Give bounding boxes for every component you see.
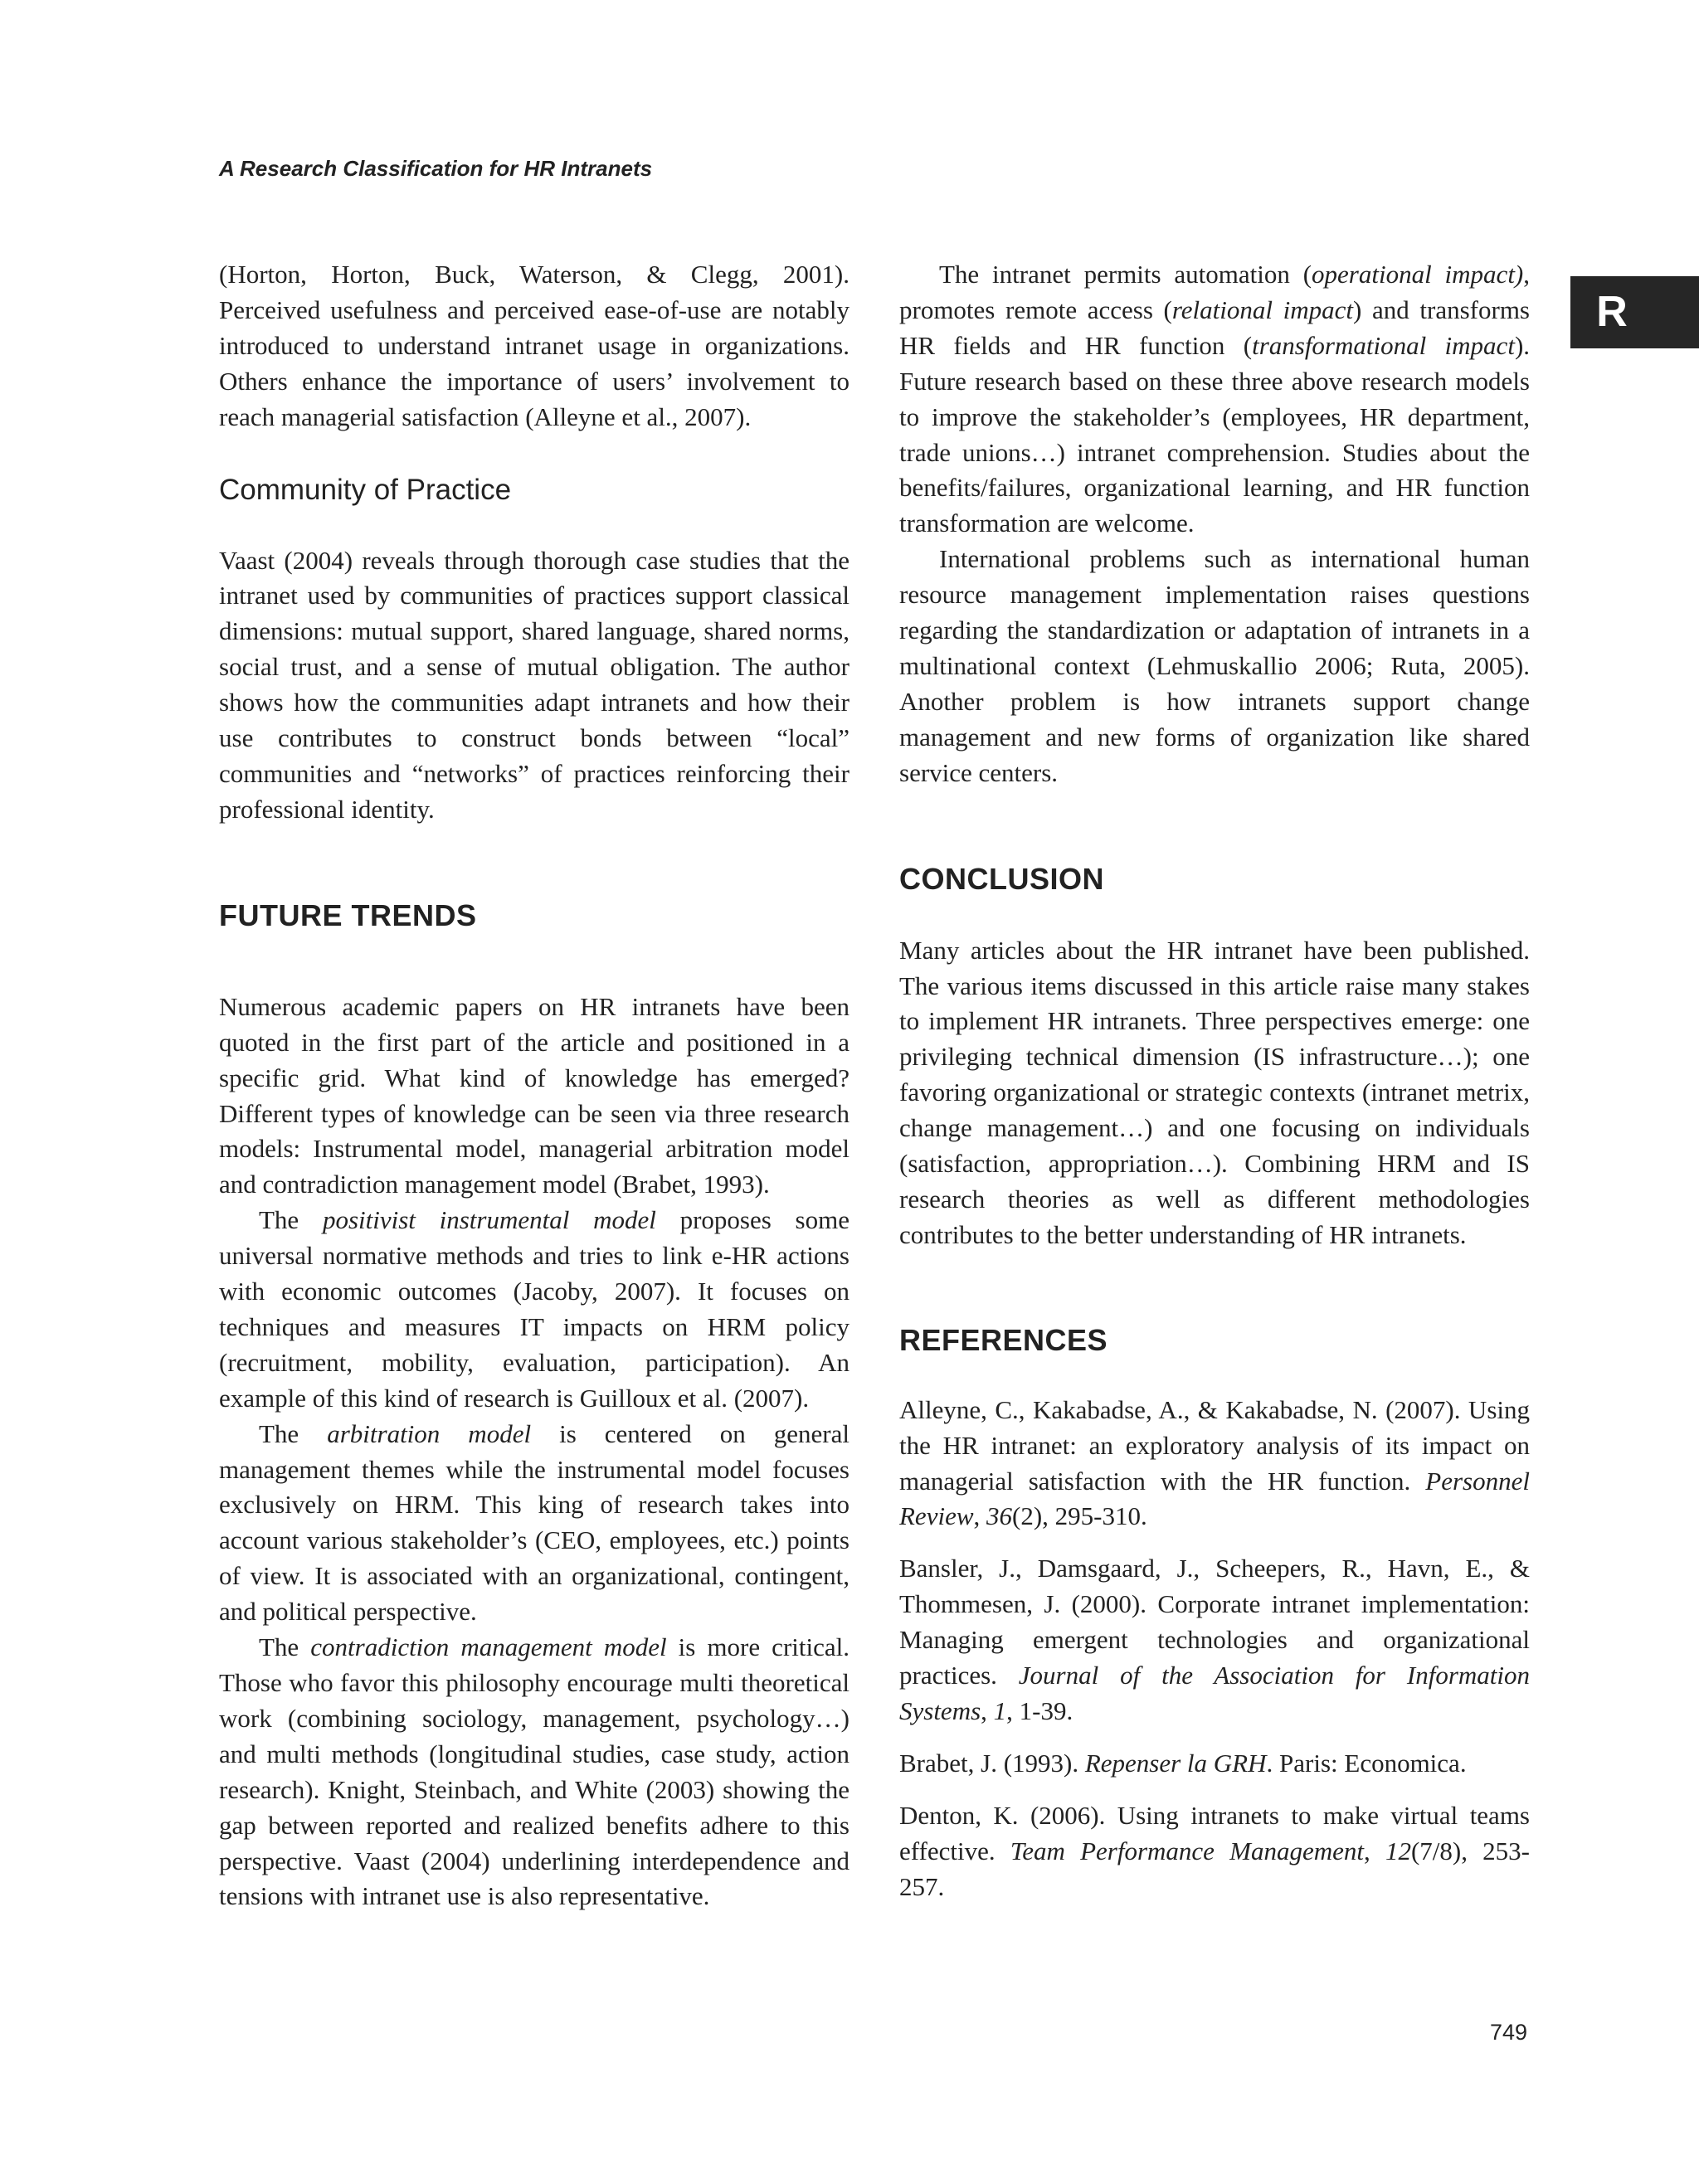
text: ,: [1363, 1836, 1385, 1865]
text: (2), 295-310.: [1012, 1501, 1147, 1531]
emphasis: 36: [986, 1501, 1013, 1531]
text: is more critical. Those who favor this philosophy encourage multi theoretical work (combining sociology, management, psychology…) and multi methods (longitudinal studies, case study, action research). Knight, Steinbach, and White (2003) showing the gap between reported and realized benefits adhere to this perspective. Vaast (2004) underlining interdependence and tensions with intranet use is also representative.: [219, 1632, 850, 1911]
reference-item: [899, 1798, 1530, 1905]
text: ,: [981, 1696, 994, 1725]
paragraph: (Horton, Horton, Buck, Waterson, & Clegg, 2001). Perceived usefulness and perceived ease-of-use are notably introduced to understand intranet usage in organizations. Others enhance the importance of users’ involvement to reach managerial satisfaction (Alleyne et al., 2007).: [219, 260, 850, 431]
text: (7/8), 253-257.: [899, 1836, 1530, 1901]
running-head: A Research Classification for HR Intranets: [219, 156, 653, 181]
text: proposes some universal normative methods and tries to link e-HR actions with economic outcomes (Jacoby, 2007). It focuses on techniques and measures IT impacts on HRM policy (recruitment, mobility, evaluation, participation). An example of this kind of research is Guilloux et al. (2007).: [219, 1205, 850, 1413]
text: Brabet, J. (1993).: [899, 1748, 1085, 1778]
emphasis: positivist instrumental model: [322, 1205, 656, 1235]
paragraph: Numerous academic papers on HR intranets have been quoted in the first part of the article and positioned in a specific grid. What kind of knowledge has emerged? Different types of knowledge can be seen via three research models: Instrumental model, managerial arbitration model and contradiction management model (Brabet, 1993).: [219, 991, 850, 1199]
paragraph: [219, 1203, 850, 1416]
reference-item: [899, 1551, 1530, 1729]
text: , promotes remote access (: [899, 260, 1531, 324]
emphasis: transformational impact: [1252, 330, 1515, 360]
paragraph: Many articles about the HR intranet have been published. The various items discussed in this article raise many stakes to implement HR intranets. Three perspectives emerge: one privileging technical dimension (IS infrastructure…); one favoring organizational or strategic contexts (intranet metrix, change management…) and one focusing on individuals (satisfaction, appropriation…). Combining HRM and IS research theories as well as different methodologies contributes to the better understanding of HR intranets.: [899, 935, 1530, 1249]
text: The: [259, 1418, 328, 1448]
paragraph: [219, 1417, 850, 1630]
emphasis: Personnel Review: [899, 1466, 1530, 1531]
text: The intranet permits automation (: [939, 260, 1312, 289]
emphasis: contradiction management model: [310, 1632, 667, 1662]
paragraph: [219, 1630, 850, 1914]
emphasis: 12: [1385, 1836, 1411, 1865]
tab-letter: R: [1596, 288, 1628, 336]
text: ). Future research based on these three above research models to improve the stakeholder’s (employees, HR department, trade unions…) intranet comprehension. Studies about the benefits/failures, organizational learning, and HR function transformation are welcome.: [899, 330, 1531, 538]
emphasis: arbitration model: [327, 1418, 532, 1448]
page-number: 749: [1490, 2020, 1528, 2045]
text: ) and transforms HR fields and HR function (: [899, 294, 1530, 360]
reference-item: [899, 1746, 1530, 1782]
text: , 1-39.: [1006, 1696, 1073, 1725]
paragraph: International problems such as international human resource management implementation raises questions regarding the standardization or adaptation of intranets in a multinational context (Lehmuskallio 2006; Ruta, 2005). Another problem is how intranets support change management and new forms of organization like shared service centers.: [899, 544, 1530, 787]
left-column: [219, 257, 850, 1914]
reference-item: [899, 1393, 1530, 1535]
emphasis: 1: [993, 1696, 1007, 1725]
text: Bansler, J., Damsgaard, J., Scheepers, R., Havn, E., & Thommesen, J. (2000). Corporate intranet implementation: Managing emergent technologies and organizational practices.: [899, 1554, 1530, 1690]
section-tab: [1570, 276, 1699, 348]
text: . Paris: Economica.: [1266, 1748, 1467, 1778]
emphasis: Repenser la GRH: [1084, 1748, 1267, 1778]
heading-future-trends: FUTURE TRENDS: [219, 897, 477, 932]
text: is centered on general management themes while the instrumental model focuses exclusively on HRM. This king of research takes into account various stakeholder’s (CEO, employees, etc.) points of view. It is associated with an organizational, contingent, and political perspective.: [219, 1418, 850, 1627]
emphasis: relational impact: [1171, 294, 1354, 324]
right-column: [899, 257, 1530, 1922]
paragraph: [899, 257, 1530, 542]
text: Alleyne, C., Kakabadse, A., & Kakabadse, N. (2007). Using the HR intranet: an exploratory analysis of its impact on managerial satisfaction with the HR function.: [899, 1394, 1530, 1496]
heading-conclusion: CONCLUSION: [899, 861, 1104, 896]
emphasis: Journal of the Association for Information Systems: [899, 1661, 1530, 1725]
paragraph: Vaast (2004) reveals through thorough case studies that the intranet used by communities of practices support classical dimensions: mutual support, shared language, shared norms, social trust, and a sense of mutual obligation. The author shows how the communities adapt intranets and how their use contributes to construct bonds between “local” communities and “networks” of practices reinforcing their professional identity.: [219, 545, 850, 824]
emphasis: operational impact): [1312, 260, 1524, 289]
text: Denton, K. (2006). Using intranets to make virtual teams effective.: [899, 1800, 1530, 1865]
subheading-community-of-practice: Community of Practice: [219, 473, 512, 506]
emphasis: Team Performance Management: [1010, 1836, 1364, 1865]
text: ,: [973, 1501, 987, 1531]
heading-references: REFERENCES: [899, 1322, 1108, 1357]
text: The: [259, 1205, 323, 1235]
text: The: [259, 1632, 311, 1662]
